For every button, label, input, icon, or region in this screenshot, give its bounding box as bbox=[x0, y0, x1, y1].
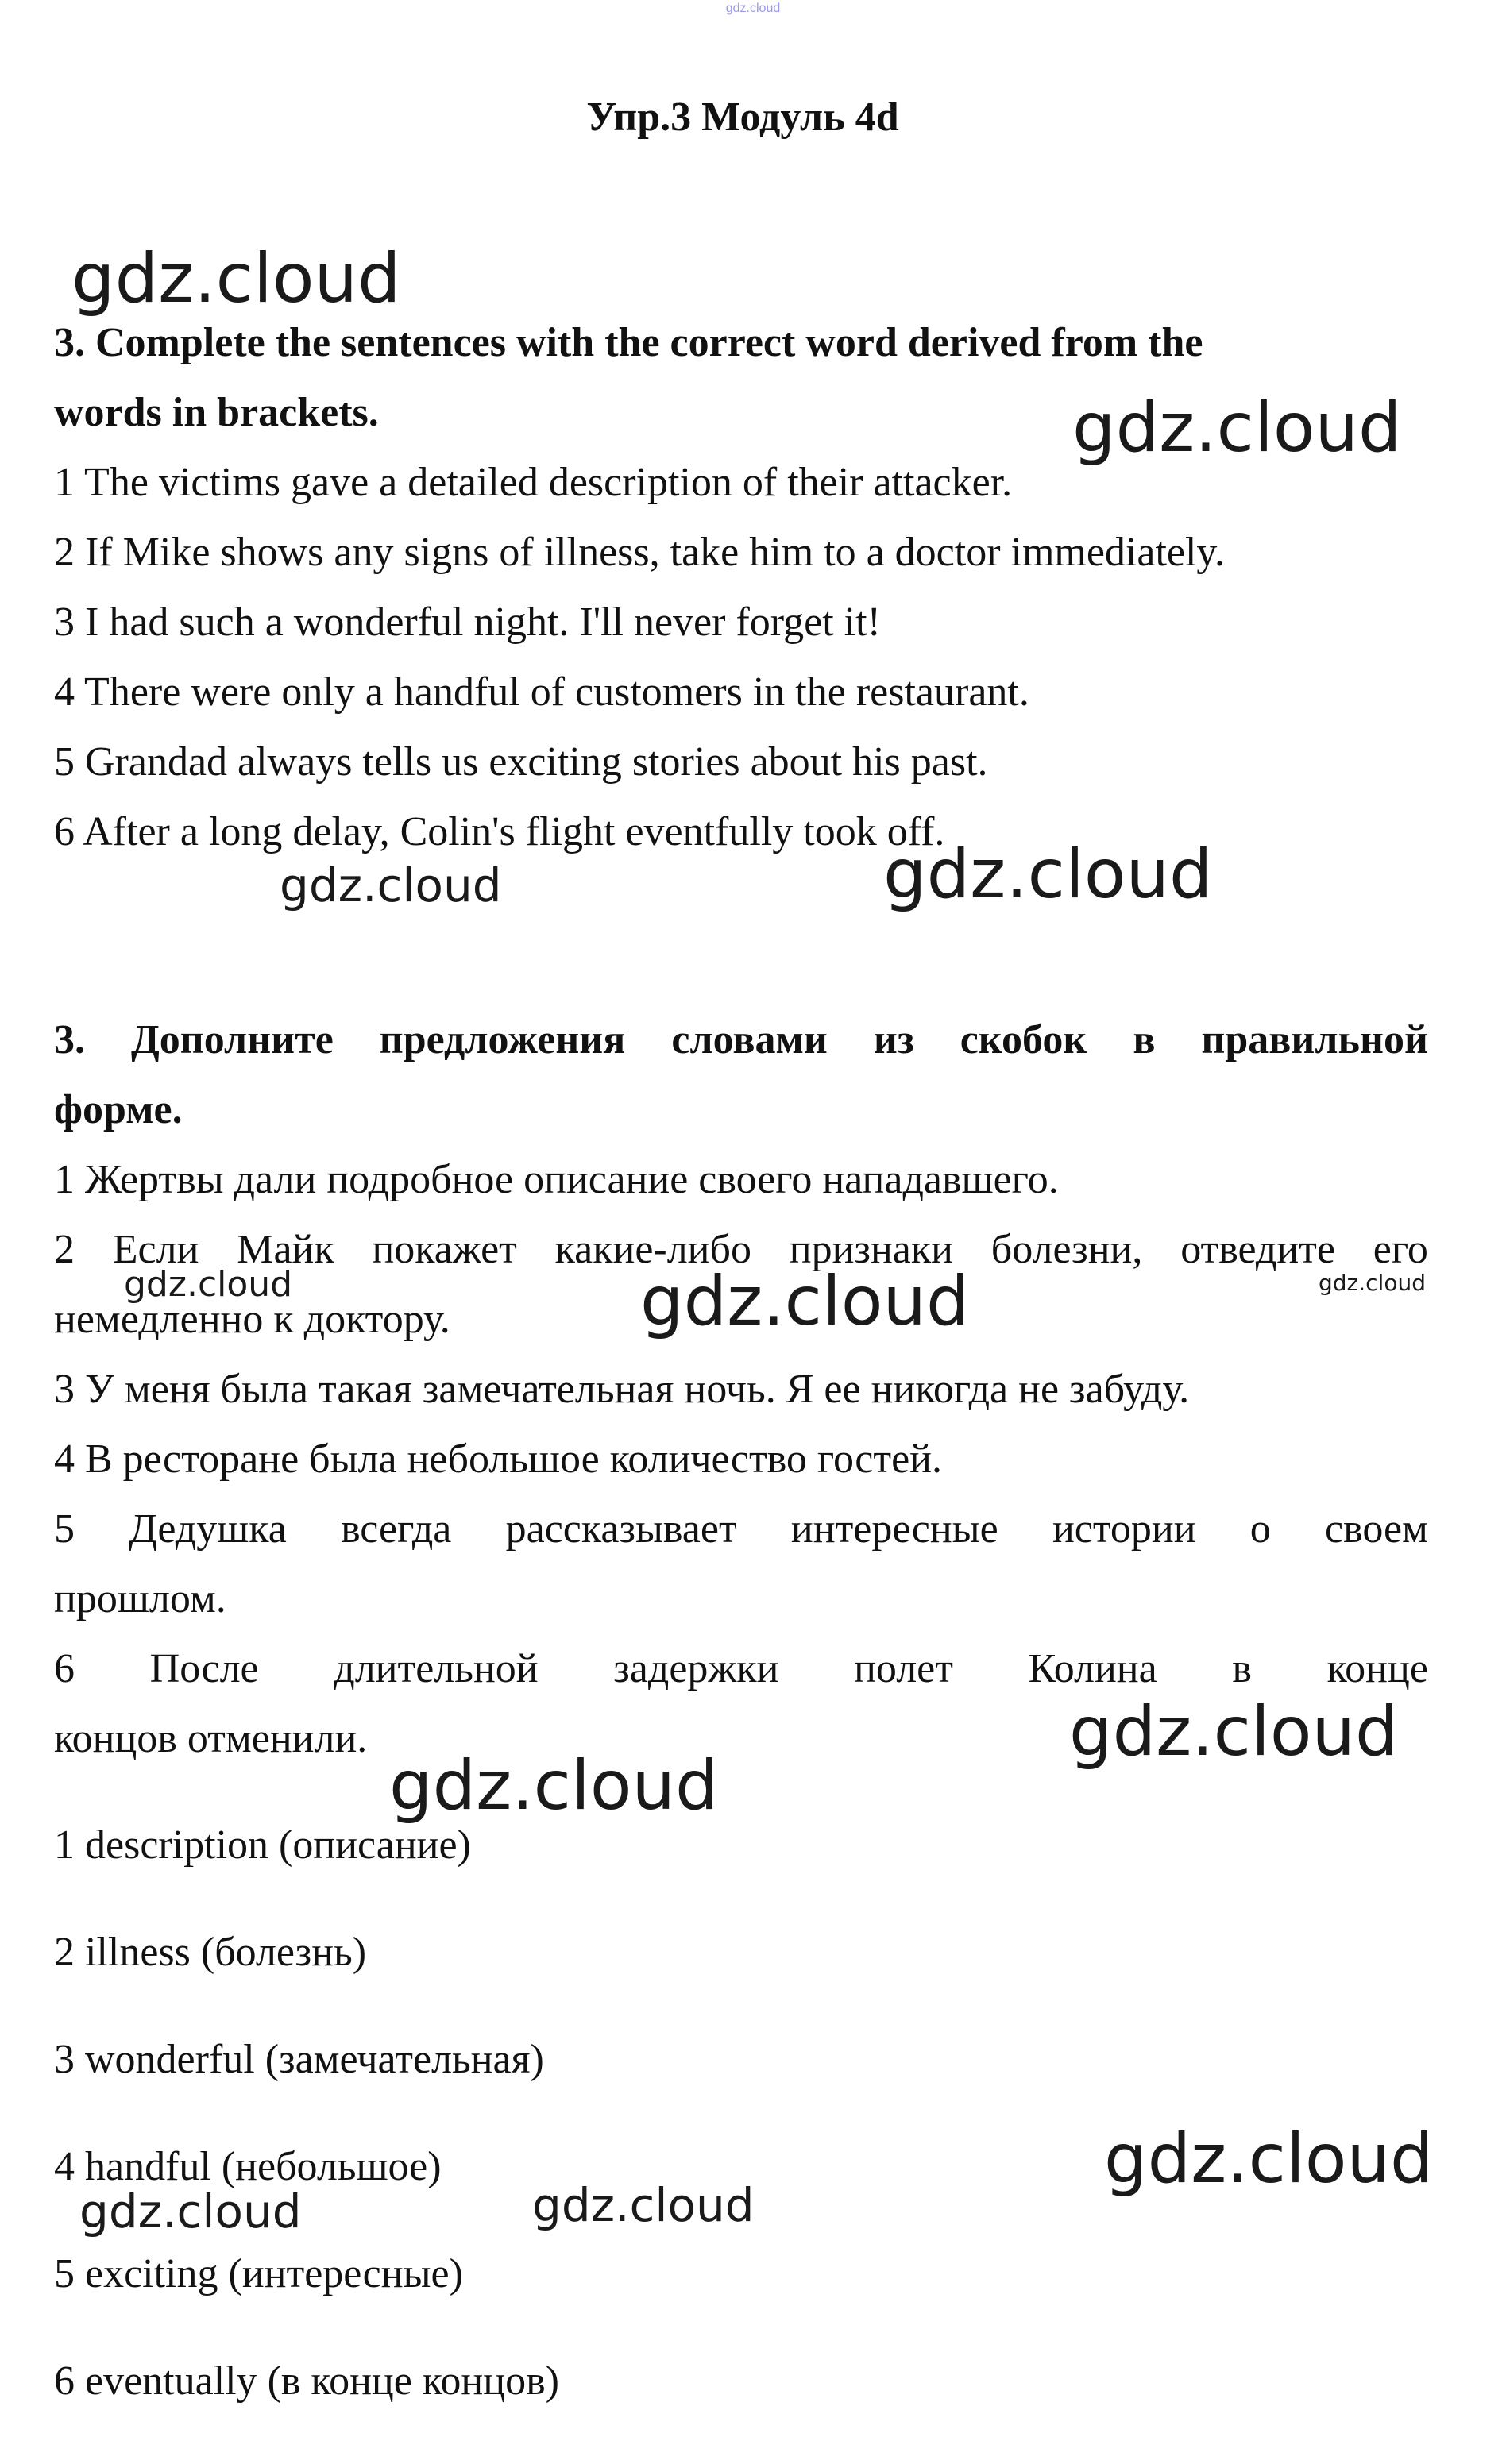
watermark: gdz.cloud bbox=[1069, 1692, 1399, 1772]
english-sentence: 1 The victims gave a detailed description of their attacker. bbox=[54, 460, 1013, 505]
english-sentence: 5 Grandad always tells us exciting stories about his past. bbox=[54, 739, 988, 785]
word: Колина bbox=[1028, 1646, 1157, 1691]
word: длительной bbox=[334, 1646, 539, 1691]
russian-sentence-cont: немедленно к доктору. bbox=[54, 1297, 450, 1342]
russian-sentence: 3 У меня была такая замечательная ночь. Я ее никогда не забуду. bbox=[54, 1367, 1190, 1412]
answer-item: 2 illness (болезнь) bbox=[54, 1930, 367, 1975]
word: Дополните bbox=[131, 1017, 334, 1062]
russian-sentence: 4 В ресторане была небольшое количество гостей. bbox=[54, 1436, 942, 1482]
word: своем bbox=[1325, 1506, 1428, 1552]
russian-sentence-cont: прошлом. bbox=[54, 1576, 226, 1621]
word: из bbox=[873, 1017, 914, 1062]
word: его bbox=[1373, 1227, 1428, 1272]
word: отведите bbox=[1180, 1227, 1335, 1272]
word: всегда bbox=[341, 1506, 452, 1552]
watermark: gdz.cloud bbox=[79, 2184, 302, 2238]
watermark: gdz.cloud bbox=[124, 1264, 293, 1305]
watermark: gdz.cloud bbox=[532, 2178, 755, 2232]
russian-sentence-cont: концов отменили. bbox=[54, 1716, 368, 1761]
watermark: gdz.cloud bbox=[1072, 388, 1402, 468]
english-sentence: 2 If Mike shows any signs of illness, take him to a doctor immediately. bbox=[54, 530, 1226, 575]
english-sentence: 6 After a long delay, Colin's flight eventfully took off. bbox=[54, 809, 945, 854]
russian-instruction-cont: форме. bbox=[54, 1087, 183, 1132]
russian-sentence: 1 Жертвы дали подробное описание своего нападавшего. bbox=[54, 1157, 1059, 1202]
watermark: gdz.cloud bbox=[1319, 1270, 1426, 1296]
english-sentence: 4 There were only a handful of customers in the restaurant. bbox=[54, 669, 1029, 715]
watermark: gdz.cloud bbox=[71, 239, 401, 318]
english-instruction-cont: words in brackets. bbox=[54, 390, 379, 435]
word: 2 bbox=[54, 1227, 75, 1272]
word: покажет bbox=[372, 1227, 517, 1272]
word: правильной bbox=[1201, 1017, 1428, 1062]
word: о bbox=[1249, 1506, 1271, 1552]
watermark: gdz.cloud bbox=[389, 1746, 719, 1826]
answer-item: 5 exciting (интересные) bbox=[54, 2251, 463, 2296]
word: в bbox=[1133, 1017, 1156, 1062]
word: скобок bbox=[960, 1017, 1087, 1062]
page-title: Упр.3 Модуль 4d bbox=[586, 94, 899, 140]
word: истории bbox=[1052, 1506, 1196, 1552]
word: 6 bbox=[54, 1646, 75, 1691]
word: После bbox=[149, 1646, 259, 1691]
word: конце bbox=[1326, 1646, 1428, 1691]
word: Майк bbox=[237, 1227, 334, 1272]
answer-item: 6 eventually (в конце концов) bbox=[54, 2358, 559, 2404]
word: 3. bbox=[54, 1017, 85, 1062]
watermark: gdz.cloud bbox=[640, 1262, 970, 1341]
word: задержки bbox=[613, 1646, 779, 1691]
watermark: gdz.cloud bbox=[883, 835, 1213, 914]
watermark: gdz.cloud bbox=[280, 858, 502, 912]
word: интересные bbox=[790, 1506, 998, 1552]
watermark: gdz.cloud bbox=[1104, 2119, 1434, 2199]
russian-sentence bbox=[54, 1494, 1428, 1564]
english-sentence: 3 I had such a wonderful night. I'll never forget it! bbox=[54, 600, 881, 645]
word: болезни, bbox=[990, 1227, 1143, 1272]
word: какие-либо bbox=[554, 1227, 751, 1272]
answer-item: 4 handful (небольшое) bbox=[54, 2144, 442, 2189]
word: признаки bbox=[789, 1227, 953, 1272]
russian-instruction bbox=[54, 1005, 1428, 1075]
word: в bbox=[1232, 1646, 1252, 1691]
answer-item: 1 description (описание) bbox=[54, 1822, 471, 1868]
word: 5 bbox=[54, 1506, 75, 1552]
word: рассказывает bbox=[505, 1506, 737, 1552]
word: предложения bbox=[379, 1017, 626, 1062]
word: полет bbox=[854, 1646, 953, 1691]
word: словами bbox=[671, 1017, 828, 1062]
word: Если bbox=[112, 1227, 199, 1272]
header-watermark: gdz.cloud bbox=[725, 2, 781, 15]
english-instruction: 3. Complete the sentences with the correct word derived from the bbox=[54, 320, 1203, 365]
word: Дедушка bbox=[129, 1506, 287, 1552]
answer-item: 3 wonderful (замечательная) bbox=[54, 2037, 544, 2082]
